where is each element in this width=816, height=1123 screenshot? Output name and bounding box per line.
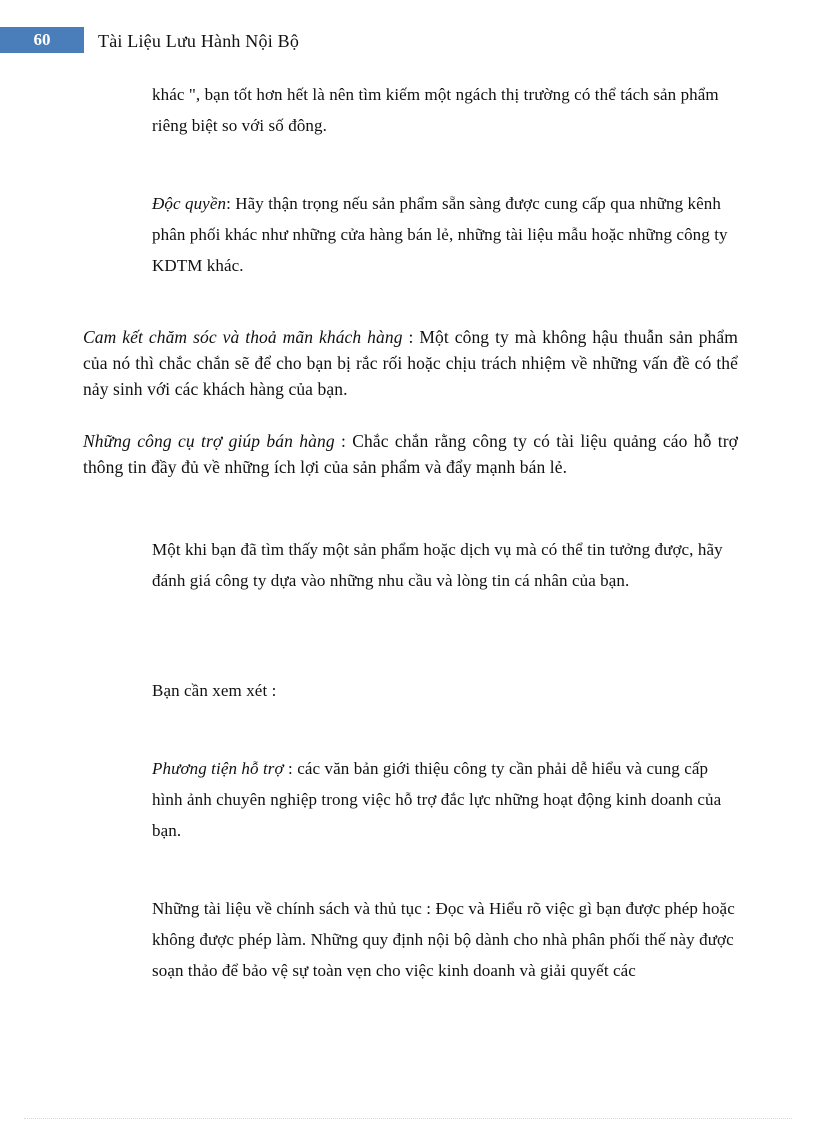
paragraph-text: : Hãy thận trọng nếu sản phẩm sẵn sàng được cung cấp qua những kênh phân phối khác như những cửa hàng bán lẻ, những tài liệu mẫu hoặc những công ty KDTM khác. bbox=[152, 194, 728, 275]
page-header bbox=[0, 27, 816, 53]
header-title: Tài Liệu Lưu Hành Nội Bộ bbox=[98, 31, 300, 51]
footer-divider bbox=[24, 1118, 792, 1119]
paragraph-support-materials bbox=[152, 753, 742, 846]
paragraph-term: Phương tiện hỗ trợ bbox=[152, 759, 284, 778]
paragraph-text: Một khi bạn đã tìm thấy một sản phẩm hoặc dịch vụ mà có thể tin tưởng được, hãy đánh giá công ty dựa vào những nhu cầu và lòng tin cá nhân của bạn. bbox=[152, 540, 723, 590]
paragraph-consider bbox=[152, 675, 742, 706]
paragraph-text: Những tài liệu về chính sách và thủ tục : Đọc và Hiểu rõ việc gì bạn được phép hoặc không được phép làm. Những quy định nội bộ dành cho nhà phân phối thế này được soạn thảo để bảo vệ sự toàn vẹn cho việc kinh doanh và giải quyết các bbox=[152, 899, 735, 980]
paragraph-text: Bạn cần xem xét : bbox=[152, 681, 277, 700]
paragraph-niche-market bbox=[152, 79, 742, 141]
paragraph-text: : các văn bản giới thiệu công ty cần phải dễ hiểu và cung cấp hình ảnh chuyên nghiệp trong việc hỗ trợ đắc lực những hoạt động kinh doanh của bạn. bbox=[152, 759, 722, 840]
paragraph-text: : Chắc chắn rằng công ty có tài liệu quảng cáo hỗ trợ thông tin đầy đủ về những ích lợi của sản phẩm và đẩy mạnh bán lẻ. bbox=[83, 431, 738, 477]
paragraph-text: khác ", bạn tốt hơn hết là nên tìm kiếm một ngách thị trường có thể tách sản phẩm riêng biệt so với số đông. bbox=[152, 85, 719, 135]
paragraph-term: Cam kết chăm sóc và thoả mãn khách hàng bbox=[83, 327, 403, 347]
page-number: 60 bbox=[0, 27, 84, 53]
paragraph-sales-tools bbox=[83, 428, 738, 480]
paragraph-term: Độc quyền bbox=[152, 194, 227, 213]
paragraph-term: Những công cụ trợ giúp bán hàng bbox=[83, 431, 335, 451]
paragraph-evaluate-company bbox=[152, 534, 742, 596]
paragraph-customer-care bbox=[83, 324, 738, 402]
paragraph-text: : Một công ty mà không hậu thuẫn sản phẩm của nó thì chắc chắn sẽ để cho bạn bị rắc rối hoặc chịu trách nhiệm về những vấn đề có thể nảy sinh với các khách hàng của bạn. bbox=[83, 327, 738, 399]
paragraph-policies bbox=[152, 893, 742, 986]
paragraph-exclusivity bbox=[152, 188, 742, 281]
